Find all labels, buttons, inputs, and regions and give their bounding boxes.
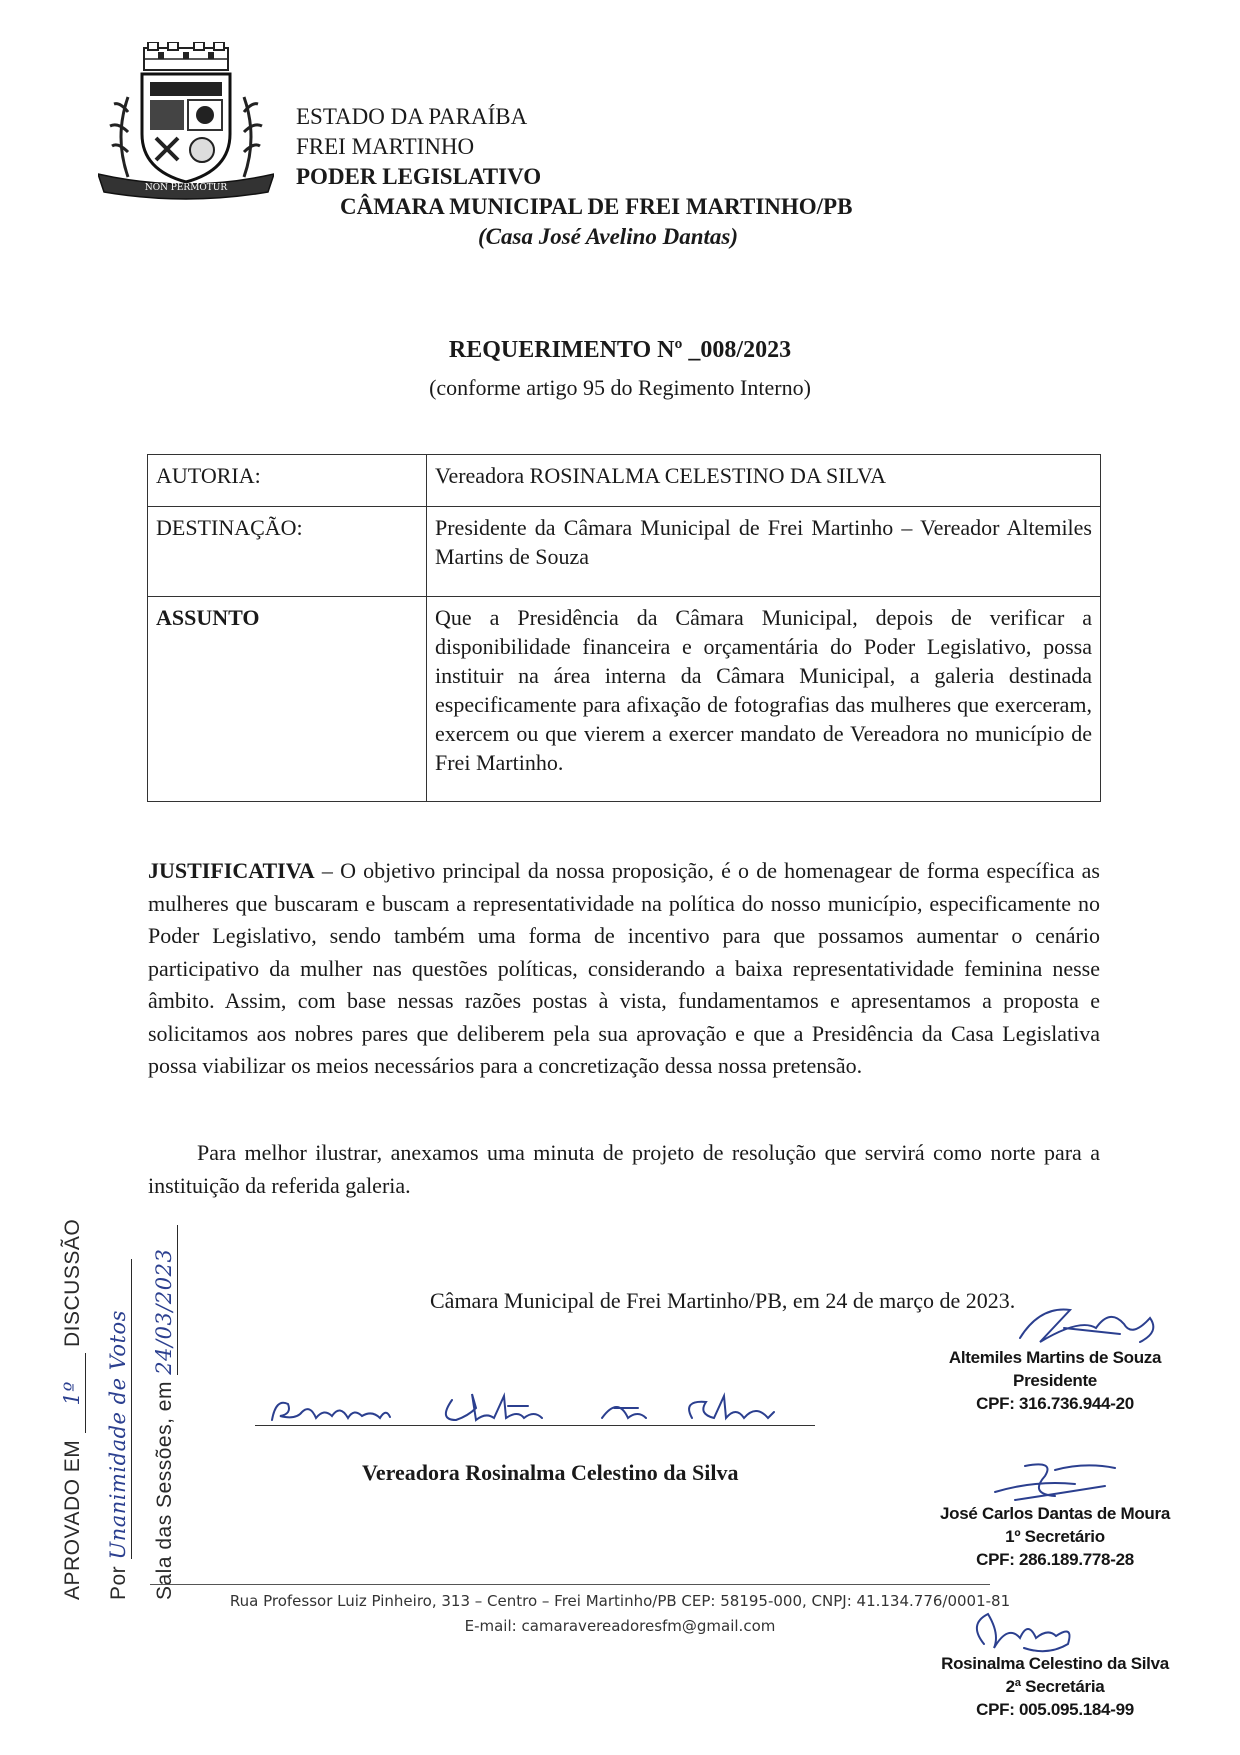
table-label-autoria: AUTORIA:: [148, 455, 427, 507]
stamp-president: [930, 1346, 1180, 1415]
document-subtitle: (conforme artigo 95 do Regimento Interno): [429, 375, 811, 400]
approval-label: APROVADO EM: [61, 1439, 84, 1600]
approval-vote-value: Unanimidade de Votos: [106, 1310, 130, 1560]
approval-date-value: 24/03/2023: [152, 1248, 176, 1375]
secretary1-signature-icon: [985, 1456, 1125, 1506]
approval-row-discussion: [60, 1219, 106, 1600]
approval-discussion-label: DISCUSSÃO: [61, 1218, 84, 1347]
table-row: [148, 455, 1101, 507]
approval-stamp: [60, 1219, 198, 1600]
author-name: Vereadora Rosinalma Celestino da Silva: [362, 1460, 739, 1485]
justificativa-label: JUSTIFICATIVA: [148, 858, 315, 883]
table-row: [148, 507, 1101, 597]
stamp-first-secretary-cpf: CPF: 286.189.778-28: [976, 1550, 1134, 1569]
stamp-president-name: Altemiles Martins de Souza: [948, 1348, 1162, 1367]
stamp-first-secretary: [930, 1502, 1180, 1571]
table-value-destinacao: Presidente da Câmara Municipal de Frei Martinho – Vereador Altemiles Martins de Souza: [427, 507, 1101, 597]
place-date: Câmara Municipal de Frei Martinho/PB, em 24 de março de 2023.: [430, 1288, 1016, 1313]
stamp-second-secretary: [930, 1652, 1180, 1721]
approval-discussion-value: 1º: [60, 1381, 84, 1406]
president-signature-icon: [1000, 1298, 1170, 1350]
footer-email: E-mail: camaravereadoresfm@gmail.com: [464, 1617, 776, 1635]
municipal-crest-icon: [98, 42, 274, 200]
header-power: PODER LEGISLATIVO: [296, 164, 542, 189]
header-state: ESTADO DA PARAÍBA: [296, 104, 528, 129]
stamp-president-role: Presidente: [1013, 1371, 1097, 1390]
document-title: REQUERIMENTO Nº _008/2023: [448, 337, 792, 363]
ilustrar-paragraph: Para melhor ilustrar, anexamos uma minuta de projeto de resolução que servirá como norte para a instituição da referida galeria.: [148, 1140, 1100, 1198]
approval-row-date: [152, 1219, 198, 1600]
table-row: [148, 597, 1101, 802]
author-signature-text: [328, 1394, 329, 1395]
stamp-second-secretary-cpf: CPF: 005.095.184-99: [976, 1700, 1134, 1719]
stamp-president-cpf: CPF: 316.736.944-20: [976, 1394, 1134, 1413]
table-value-autoria: Vereadora ROSINALMA CELESTINO DA SILVA: [427, 455, 1101, 507]
crest-motto: NON PERMOTUR: [144, 183, 228, 193]
stamp-second-secretary-name: Rosinalma Celestino da Silva: [941, 1654, 1169, 1673]
stamp-second-secretary-role: 2ª Secretária: [1005, 1677, 1105, 1696]
header-house: (Casa José Avelino Dantas): [478, 224, 739, 249]
justificativa-text: – O objetivo principal da nossa proposição, é o de homenagear de forma específica as mulheres que buscaram e buscam a representatividade na política do nosso município, especificamente no Poder Legislativo, sendo também uma forma de incentivo para que possamos aumentar o cenário participativo da mulher nas questões políticas, considerando a baixa representatividade feminina nesse âmbito. Assim, com base nessas razões postas à vista, fundamentamos e apresentamos a proposta e solicitamos aos nobres pares que deliberem pela sua aprovação e que a Presidência da Casa Legislativa possa viabilizar os meios necessários para a concretização dessa nossa pretensão.: [148, 858, 1100, 1078]
approval-vote-label: Por: [107, 1565, 130, 1600]
stamp-first-secretary-name: José Carlos Dantas de Moura: [940, 1504, 1170, 1523]
table-value-assunto: Que a Presidência da Câmara Municipal, depois de verificar a disponibilidade financeira e orçamentária do Poder Legislativo, possa instituir na área interna da Câmara Municipal, a galeria destinada especificamente para afixação de fotografias das mulheres que exerceram, exercem ou que vierem a exercer mandato de Vereadora no município de Frei Martinho.: [427, 597, 1101, 802]
stamp-first-secretary-role: 1º Secretário: [1005, 1527, 1105, 1546]
table-label-assunto: ASSUNTO: [148, 597, 427, 802]
header-city: FREI MARTINHO: [296, 134, 475, 159]
footer-divider: [150, 1584, 990, 1585]
table-label-destinacao: DESTINAÇÃO:: [148, 507, 427, 597]
approval-session-label: Sala das Sessões, em: [153, 1381, 176, 1600]
footer-address: Rua Professor Luiz Pinheiro, 313 – Centro – Frei Martinho/PB CEP: 58195-000, CNPJ: 41.134.776/0001-81: [229, 1592, 1011, 1610]
info-table: [147, 454, 1101, 802]
author-signature-icon: [262, 1390, 822, 1430]
author-signature-line: [255, 1425, 815, 1426]
header-chamber: CÂMARA MUNICIPAL DE FREI MARTINHO/PB: [340, 194, 853, 219]
approval-row-vote: [106, 1219, 152, 1600]
justificativa-paragraph: [148, 855, 1100, 1083]
